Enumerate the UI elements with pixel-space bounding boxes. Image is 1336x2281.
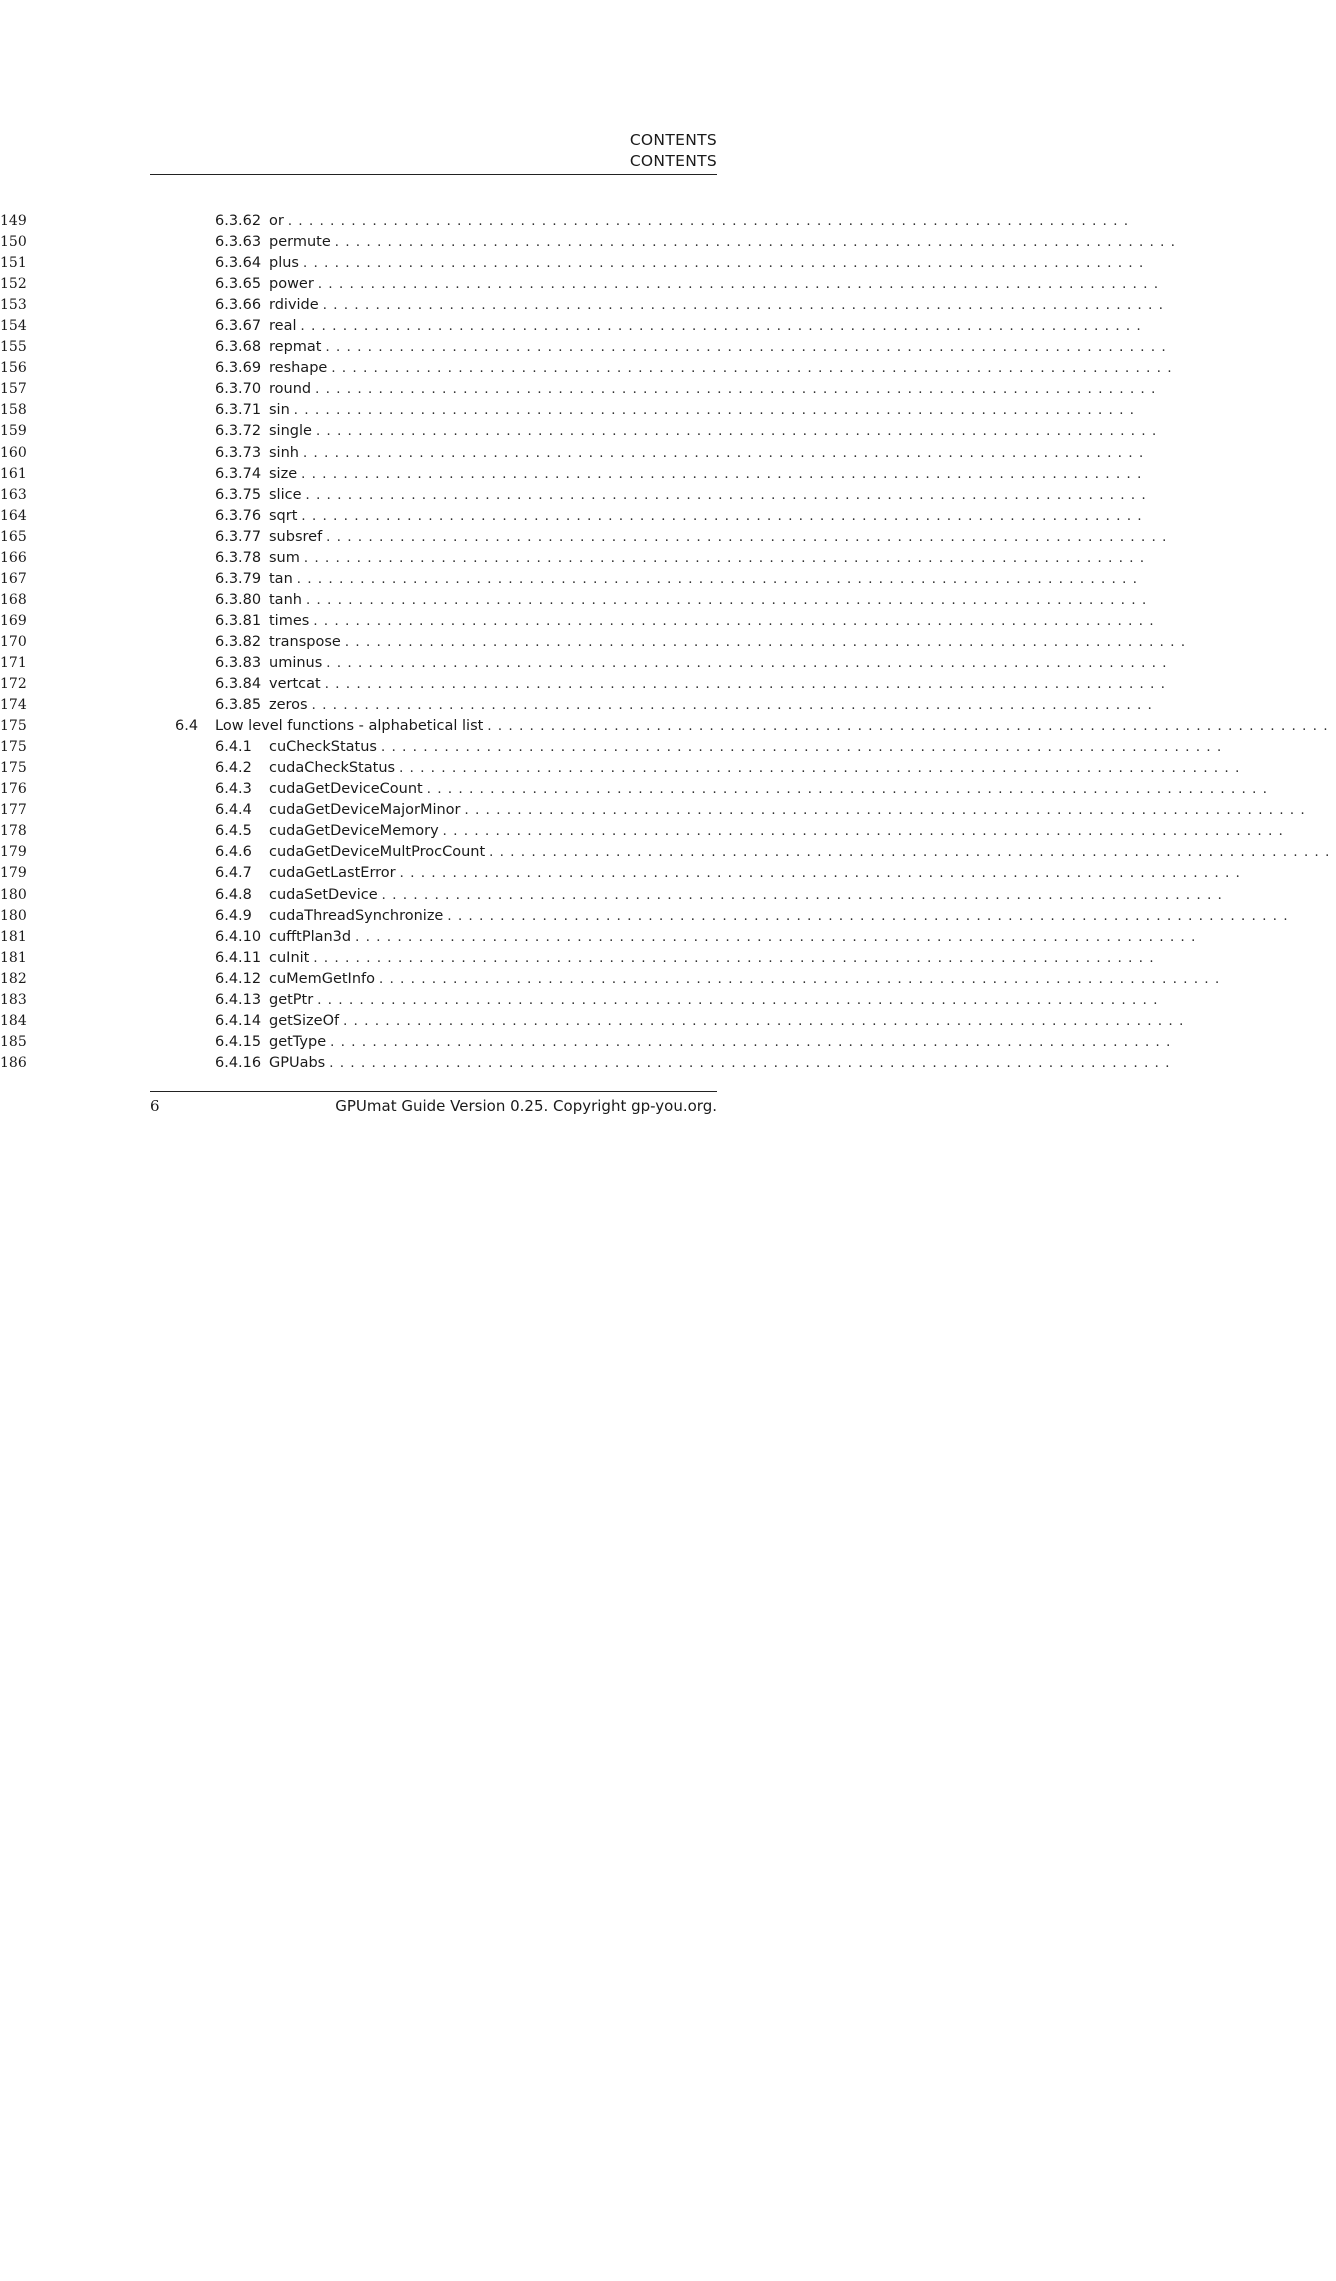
toc-entry[interactable] xyxy=(0,821,1290,842)
toc-dot-leader: ................................................................................ xyxy=(447,908,1294,924)
toc-entry[interactable] xyxy=(0,569,1144,590)
toc-dot-leader: ................................................................................ xyxy=(313,950,1160,966)
toc-entry-page: 168 xyxy=(0,591,27,608)
toc-entry-title: real xyxy=(269,316,300,337)
toc-entry[interactable] xyxy=(0,379,1162,400)
toc-dot-leader: ................................................................................ xyxy=(334,235,1182,251)
toc-entry-page: 160 xyxy=(0,444,27,461)
toc-entry-title-wrap xyxy=(269,758,1246,779)
toc-entry-number: 6.4.4 xyxy=(215,802,252,819)
toc-entry-title-wrap xyxy=(269,863,1247,884)
toc-entry-title-wrap xyxy=(269,632,1192,653)
toc-dot-leader: ................................................................................ xyxy=(287,214,1135,229)
toc-entry-title: subsref xyxy=(269,527,326,548)
toc-dot-leader: ................................................................................ xyxy=(326,655,1173,671)
toc-entry-title-wrap xyxy=(269,443,1150,464)
toc-entry-title-wrap xyxy=(269,906,1294,927)
toc-entry[interactable] xyxy=(0,316,1148,337)
toc-entry-title: single xyxy=(269,421,316,442)
toc-entry[interactable] xyxy=(0,1032,1177,1053)
toc-entry-title: Low level functions - alphabetical list xyxy=(215,716,487,737)
toc-entry-number: 6.4.10 xyxy=(215,928,262,945)
toc-entry-number: 6.3.72 xyxy=(215,423,262,440)
toc-entry-page: 179 xyxy=(0,865,27,882)
toc-entry-number: 6.3.71 xyxy=(215,402,262,419)
toc-entry-page: 150 xyxy=(0,234,27,251)
toc-entry-title: size xyxy=(269,464,301,485)
toc-entry-title: tanh xyxy=(269,590,306,611)
toc-entry-title-wrap xyxy=(269,337,1173,358)
toc-entry[interactable] xyxy=(0,948,1160,969)
toc-entry[interactable] xyxy=(0,400,1141,421)
toc-entry-number: 6.4.15 xyxy=(215,1033,262,1050)
toc-entry[interactable] xyxy=(0,632,1192,653)
toc-entry-page: 180 xyxy=(0,886,27,903)
toc-entry-page: 153 xyxy=(0,297,27,314)
toc-dot-leader: ................................................................................ xyxy=(489,845,1336,861)
toc-dot-leader: ................................................................................ xyxy=(315,382,1162,398)
toc-entry-title: times xyxy=(269,611,313,632)
toc-entry-number: 6.3.77 xyxy=(215,528,262,545)
toc-entry-title: cudaCheckStatus xyxy=(269,758,399,779)
toc-entry-title: vertcat xyxy=(269,674,325,695)
toc-dot-leader: ................................................................................ xyxy=(317,277,1165,293)
header-line-1: CONTENTS xyxy=(629,131,717,149)
toc-entry-page: 175 xyxy=(0,760,27,777)
toc-entry-page: 164 xyxy=(0,507,27,524)
toc-entry-number: 6.4.11 xyxy=(215,949,262,966)
toc-entry-title: cudaSetDevice xyxy=(269,885,382,906)
toc-entry-number: 6.3.75 xyxy=(215,486,262,503)
toc-dot-leader: ................................................................................ xyxy=(296,571,1144,587)
toc-entry-page: 185 xyxy=(0,1033,27,1050)
toc-entry-number: 6.3.64 xyxy=(215,255,262,272)
toc-entry-page: 174 xyxy=(0,697,27,714)
toc-entry-page: 163 xyxy=(0,486,27,503)
toc-entry-page: 155 xyxy=(0,339,27,356)
toc-dot-leader: ................................................................................ xyxy=(326,529,1173,545)
toc-entry[interactable] xyxy=(0,737,1228,758)
toc-entry[interactable] xyxy=(0,927,1202,948)
toc-entry-number: 6.3.65 xyxy=(215,276,262,293)
toc-entry-page: 184 xyxy=(0,1012,27,1029)
toc-entry-number: 6.3.70 xyxy=(215,381,262,398)
toc-entry-number: 6.3.84 xyxy=(215,676,262,693)
toc-entry[interactable] xyxy=(0,337,1173,358)
toc-entry[interactable] xyxy=(0,800,1312,821)
toc-entry[interactable] xyxy=(0,863,1247,884)
toc-entry-title: cudaGetLastError xyxy=(269,863,400,884)
toc-dot-leader: ................................................................................ xyxy=(311,698,1159,714)
toc-entry-title-wrap xyxy=(269,1032,1177,1053)
toc-entry-page: 183 xyxy=(0,991,27,1008)
toc-entry-title: getSizeOf xyxy=(269,1011,343,1032)
toc-entry-title-wrap xyxy=(215,716,1334,737)
toc-entry[interactable] xyxy=(0,253,1150,274)
toc-entry[interactable] xyxy=(0,1053,1176,1074)
toc-entry-number: 6.3.69 xyxy=(215,360,262,377)
toc-entry-title: cudaThreadSynchronize xyxy=(269,906,447,927)
toc-entry-number: 6.4.8 xyxy=(215,886,252,903)
toc-entry-title-wrap xyxy=(269,400,1141,421)
toc-entry-page: 171 xyxy=(0,654,27,671)
toc-entry[interactable] xyxy=(0,885,1229,906)
toc-entry-number: 6.3.79 xyxy=(215,570,262,587)
toc-entry-title: transpose xyxy=(269,632,345,653)
toc-entry-page: 178 xyxy=(0,823,27,840)
toc-dot-leader: ................................................................................ xyxy=(381,887,1229,903)
toc-entry-number: 6.4.16 xyxy=(215,1054,262,1071)
toc-dot-leader: ................................................................................ xyxy=(343,1013,1190,1029)
toc-entry-title: cudaGetDeviceMemory xyxy=(269,821,443,842)
toc-dot-leader: ................................................................................ xyxy=(325,340,1173,356)
toc-entry-page: 175 xyxy=(0,739,27,756)
toc-entry-page: 159 xyxy=(0,423,27,440)
toc-entry-number: 6.3.76 xyxy=(215,507,262,524)
toc-entry-page: 166 xyxy=(0,549,27,566)
toc-entry[interactable] xyxy=(0,695,1159,716)
toc-dot-leader: ................................................................................ xyxy=(302,445,1150,461)
toc-entry-page: 181 xyxy=(0,928,27,945)
toc-entry-number: 6.3.66 xyxy=(215,297,262,314)
toc-dot-leader: ................................................................................ xyxy=(302,256,1150,272)
toc-entry-title-wrap xyxy=(269,885,1229,906)
toc-dot-leader: ................................................................................ xyxy=(329,1055,1176,1071)
toc-entry[interactable] xyxy=(0,421,1163,442)
toc-entry-page: 186 xyxy=(0,1054,27,1071)
toc-entry-title: GPUabs xyxy=(269,1053,329,1074)
toc-dot-leader: ................................................................................ xyxy=(305,592,1153,608)
toc-entry[interactable] xyxy=(0,758,1246,779)
toc-dot-leader: ................................................................................ xyxy=(355,929,1202,945)
toc-dot-leader: ................................................................................ xyxy=(380,740,1228,756)
toc-entry-number: 6.4.12 xyxy=(215,970,262,987)
toc-entry-page: 176 xyxy=(0,781,27,798)
toc-entry-number: 6.4.1 xyxy=(215,739,252,756)
toc-entry[interactable] xyxy=(0,969,1226,990)
toc-entry-page: 161 xyxy=(0,465,27,482)
toc-entry-title: sinh xyxy=(269,443,303,464)
toc-entry[interactable] xyxy=(0,485,1153,506)
toc-entry-number: 6.3.67 xyxy=(215,318,262,335)
toc-entry-number: 6.3.83 xyxy=(215,654,262,671)
toc-dot-leader: ................................................................................ xyxy=(487,719,1334,735)
toc-entry-title-wrap xyxy=(269,1053,1176,1074)
toc-entry-number: 6.4.7 xyxy=(215,865,252,882)
toc-entry-page: 156 xyxy=(0,360,27,377)
toc-entry-title: reshape xyxy=(269,358,331,379)
toc-entry-page: 157 xyxy=(0,381,27,398)
toc-entry-number: 6.4.6 xyxy=(215,844,252,861)
toc-entry-title: permute xyxy=(269,232,335,253)
toc-entry-number: 6.3.63 xyxy=(215,234,262,251)
toc-entry-title: cudaGetDeviceMultProcCount xyxy=(269,842,489,863)
toc-entry-title: or xyxy=(269,211,288,232)
toc-dot-leader: ................................................................................ xyxy=(315,424,1163,440)
toc-entry[interactable] xyxy=(0,611,1160,632)
toc-entry-page: 154 xyxy=(0,318,27,335)
toc-entry-title-wrap xyxy=(269,506,1148,527)
toc-entry-title: rdivide xyxy=(269,295,323,316)
toc-entry-number: 6.4 xyxy=(175,718,199,735)
toc-dot-leader: ................................................................................ xyxy=(464,803,1312,819)
running-header xyxy=(150,130,717,172)
toc-entry-title-wrap xyxy=(269,737,1228,758)
toc-entry-title: uminus xyxy=(269,653,326,674)
toc-entry-title: sum xyxy=(269,548,304,569)
toc-entry[interactable] xyxy=(0,211,1135,232)
toc-entry-page: 158 xyxy=(0,402,27,419)
toc-entry-title-wrap xyxy=(269,590,1153,611)
toc-entry-number: 6.3.80 xyxy=(215,591,262,608)
toc-entry-title: power xyxy=(269,274,318,295)
toc-dot-leader: ................................................................................ xyxy=(399,866,1247,882)
toc-entry-title-wrap xyxy=(269,948,1160,969)
toc-entry[interactable] xyxy=(0,527,1173,548)
toc-entry[interactable] xyxy=(0,653,1173,674)
toc-entry[interactable] xyxy=(0,674,1172,695)
toc-entry-number: 6.3.62 xyxy=(215,213,262,229)
toc-dot-leader: ................................................................................ xyxy=(303,550,1151,566)
toc-entry-page: 149 xyxy=(0,213,27,229)
toc-entry-page: 181 xyxy=(0,949,27,966)
toc-entry-title-wrap xyxy=(269,990,1164,1011)
toc-entry-title-wrap xyxy=(269,485,1153,506)
toc-entry-title-wrap xyxy=(269,358,1178,379)
toc-entry-number: 6.3.74 xyxy=(215,465,262,482)
toc-entry-title-wrap xyxy=(269,1011,1190,1032)
toc-entry-page: 179 xyxy=(0,844,27,861)
toc-dot-leader: ................................................................................ xyxy=(330,1034,1177,1050)
toc-entry-title-wrap xyxy=(269,274,1165,295)
toc-entry-page: 177 xyxy=(0,802,27,819)
toc-dot-leader: ................................................................................ xyxy=(344,634,1192,650)
toc-entry[interactable] xyxy=(0,358,1178,379)
toc-entry-number: 6.3.78 xyxy=(215,549,262,566)
toc-dot-leader: ................................................................................ xyxy=(313,613,1160,629)
toc-entry-number: 6.4.13 xyxy=(215,991,262,1008)
toc-entry-page: 175 xyxy=(0,718,27,735)
toc-entry[interactable] xyxy=(0,274,1165,295)
toc-entry-page: 182 xyxy=(0,970,27,987)
toc-entry-title: cuCheckStatus xyxy=(269,737,381,758)
toc-entry-title-wrap xyxy=(269,653,1173,674)
toc-dot-leader: ................................................................................ xyxy=(305,487,1153,503)
footer-rule xyxy=(150,1091,717,1092)
toc-entry-title-wrap xyxy=(269,232,1182,253)
toc-entry-title: plus xyxy=(269,253,303,274)
toc-entry-title: cufftPlan3d xyxy=(269,927,355,948)
toc-entry-number: 6.4.2 xyxy=(215,760,252,777)
toc-entry[interactable] xyxy=(0,990,1164,1011)
toc-entry-title-wrap xyxy=(269,779,1274,800)
toc-entry[interactable] xyxy=(0,464,1148,485)
toc-entry-number: 6.4.3 xyxy=(215,781,252,798)
header-rule xyxy=(150,174,717,175)
toc-entry[interactable] xyxy=(0,548,1151,569)
toc-entry-page: 167 xyxy=(0,570,27,587)
toc-entry[interactable] xyxy=(0,232,1182,253)
toc-entry-title: cuMemGetInfo xyxy=(269,969,379,990)
footer-copyright: GPUmat Guide Version 0.25. Copyright gp-you.org. xyxy=(335,1097,717,1115)
toc-entry[interactable] xyxy=(0,590,1153,611)
toc-entry-title-wrap xyxy=(269,611,1160,632)
toc-entry-number: 6.3.68 xyxy=(215,339,262,356)
toc-entry-page: 152 xyxy=(0,276,27,293)
toc-entry[interactable] xyxy=(0,1011,1190,1032)
toc-dot-leader: ................................................................................ xyxy=(379,971,1226,987)
toc-entry[interactable] xyxy=(0,443,1150,464)
toc-entry-number: 6.4.9 xyxy=(215,907,252,924)
toc-entry-title-wrap xyxy=(269,800,1312,821)
toc-entry-title-wrap xyxy=(269,969,1226,990)
toc-entry-page: 165 xyxy=(0,528,27,545)
toc-dot-leader: ................................................................................ xyxy=(426,782,1274,798)
toc-entry-number: 6.4.5 xyxy=(215,823,252,840)
toc-entry-number: 6.4.14 xyxy=(215,1012,262,1029)
toc-section-entry[interactable] xyxy=(0,716,1334,737)
toc-entry-page: 169 xyxy=(0,612,27,629)
toc-entry-title-wrap xyxy=(269,842,1336,863)
toc-entry-title-wrap xyxy=(269,464,1148,485)
footer-page-number: 6 xyxy=(150,1097,160,1115)
toc-entry[interactable] xyxy=(0,906,1294,927)
toc-entry-page: 180 xyxy=(0,907,27,924)
toc-entry-title: getPtr xyxy=(269,990,317,1011)
toc-entry-title-wrap xyxy=(269,295,1170,316)
toc-entry-title: tan xyxy=(269,569,297,590)
toc-entry-title-wrap xyxy=(269,548,1151,569)
toc-entry-number: 6.3.85 xyxy=(215,697,262,714)
toc-entry[interactable] xyxy=(0,842,1336,863)
toc-entry[interactable] xyxy=(0,779,1274,800)
toc-entry-title: sqrt xyxy=(269,506,301,527)
toc-entry[interactable] xyxy=(0,506,1148,527)
toc-dot-leader: ................................................................................ xyxy=(331,361,1178,377)
toc-dot-leader: ................................................................................ xyxy=(399,761,1246,777)
toc-entry-number: 6.3.73 xyxy=(215,444,262,461)
toc-entry-page: 170 xyxy=(0,633,27,650)
toc-entry[interactable] xyxy=(0,295,1170,316)
toc-entry-title: slice xyxy=(269,485,306,506)
header-line-2: CONTENTS xyxy=(629,152,717,170)
toc-entry-title: repmat xyxy=(269,337,325,358)
toc-entry-title: cudaGetDeviceMajorMinor xyxy=(269,800,465,821)
toc-dot-leader: ................................................................................ xyxy=(317,992,1164,1008)
toc-entry-title-wrap xyxy=(269,316,1148,337)
toc-entry-title: sin xyxy=(269,400,294,421)
toc-entry-title-wrap xyxy=(269,253,1150,274)
toc-dot-leader: ................................................................................ xyxy=(293,403,1141,419)
toc-entry-title: getType xyxy=(269,1032,330,1053)
toc-entry-title-wrap xyxy=(269,821,1290,842)
toc-entry-title: cudaGetDeviceCount xyxy=(269,779,427,800)
toc-entry-page: 151 xyxy=(0,255,27,272)
toc-dot-leader: ................................................................................ xyxy=(442,824,1290,840)
toc-entry-title: round xyxy=(269,379,315,400)
toc-dot-leader: ................................................................................ xyxy=(322,298,1170,314)
toc-dot-leader: ................................................................................ xyxy=(301,466,1148,482)
toc-entry-number: 6.3.81 xyxy=(215,612,262,629)
toc-dot-leader: ................................................................................ xyxy=(301,508,1148,524)
toc-entry-title-wrap xyxy=(269,569,1144,590)
toc-entry-title-wrap xyxy=(269,674,1172,695)
toc-dot-leader: ................................................................................ xyxy=(324,677,1172,693)
toc-entry-title: zeros xyxy=(269,695,312,716)
table-of-contents xyxy=(0,211,1336,1074)
toc-entry-title: cuInit xyxy=(269,948,313,969)
toc-entry-title-wrap xyxy=(269,379,1162,400)
toc-entry-number: 6.3.82 xyxy=(215,633,262,650)
toc-entry-title-wrap xyxy=(269,211,1135,232)
toc-entry-page: 172 xyxy=(0,676,27,693)
toc-entry-title-wrap xyxy=(269,927,1202,948)
toc-entry-title-wrap xyxy=(269,527,1173,548)
toc-dot-leader: ................................................................................ xyxy=(300,319,1148,335)
toc-entry-title-wrap xyxy=(269,421,1163,442)
toc-entry-title-wrap xyxy=(269,695,1159,716)
